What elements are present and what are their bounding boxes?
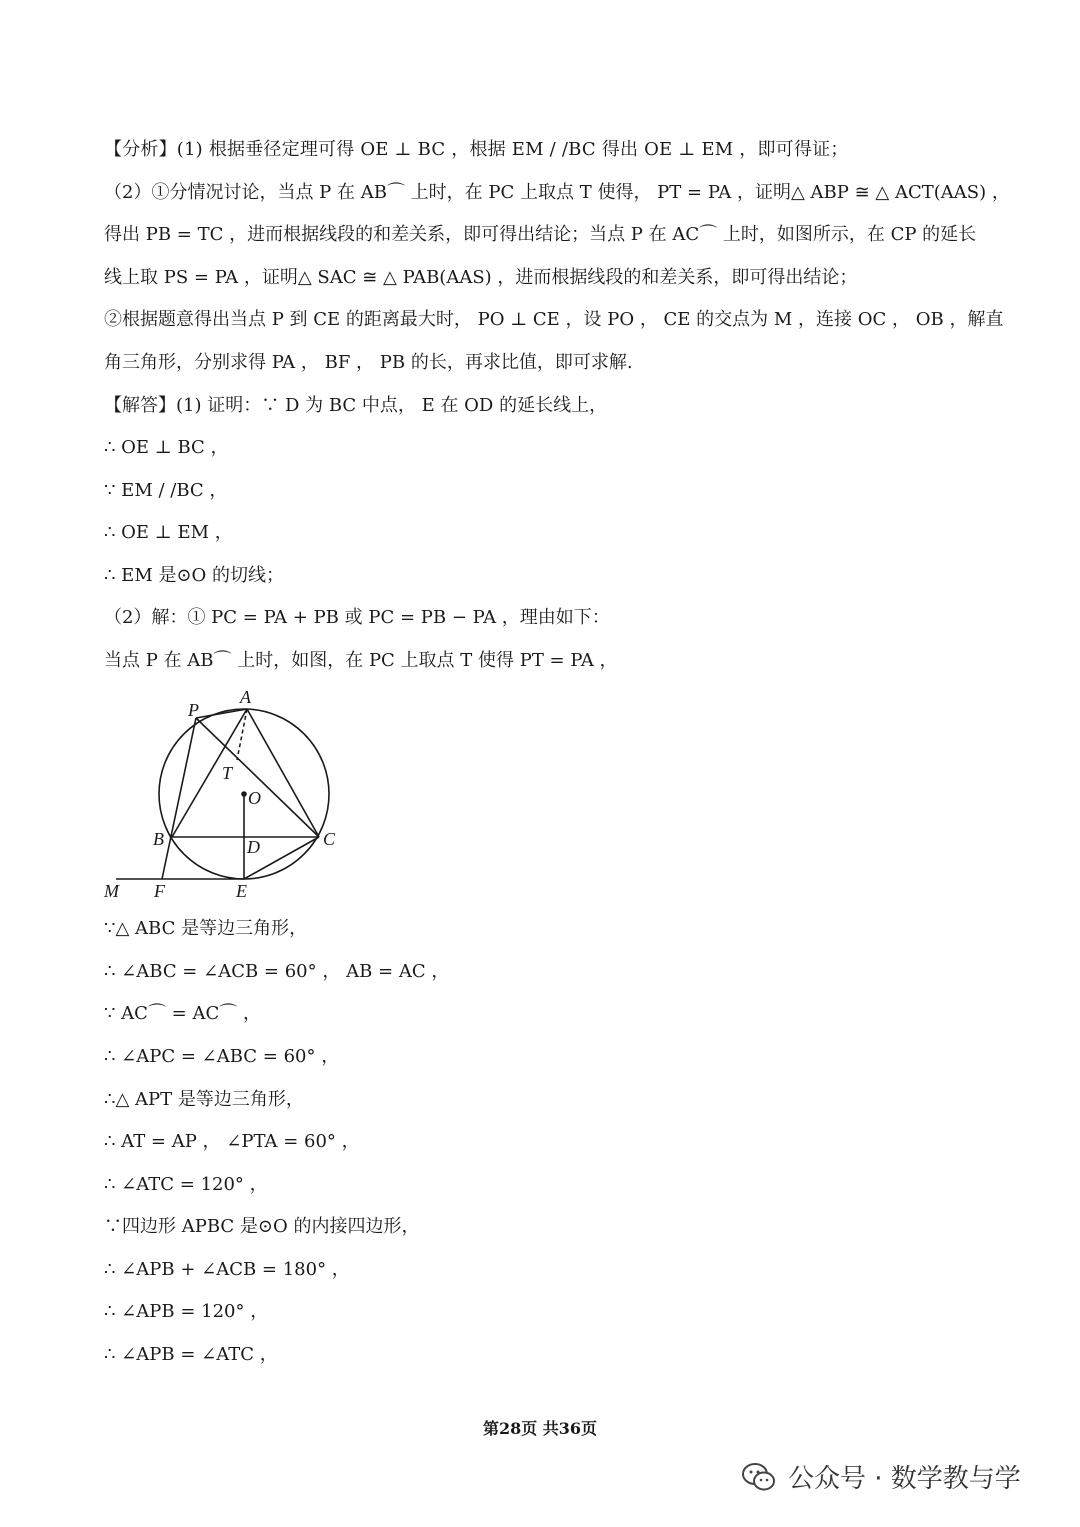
solution-line-4: ∴ OE ⊥ EM ，: [104, 522, 233, 543]
solution-line-15: ∵四边形 APBC 是⊙O 的内接四边形，: [104, 1216, 420, 1237]
solution-line-5: ∴ EM 是⊙O 的切线；: [104, 565, 285, 586]
solution-line-6: （2）解：① PC = PA + PB 或 PC = PB − PA ，理由如下：: [104, 607, 610, 628]
analysis-line-4: 线上取 PS = PA ，证明△ SAC ≅ △ PAB(AAS) ，进而根据线段的和差关系，即可得出结论；: [104, 267, 858, 288]
label-m: M: [104, 881, 119, 901]
segment-ac: [247, 709, 319, 837]
solution-line-12: ∴△ APT 是等边三角形，: [104, 1089, 304, 1110]
solution-line-9: ∴ ∠ABC = ∠ACB = 60° ， AB = AC ，: [104, 961, 450, 982]
segment-pc: [196, 718, 319, 837]
solution-line-18: ∴ ∠APB = ∠ATC ，: [104, 1344, 278, 1365]
geometry-figure: [98, 684, 358, 904]
analysis-line-2: （2）①分情况讨论，当点 P 在 AB⌒ 上时，在 PC 上取点 T 使得， PT = PA ，证明△ ABP ≅ △ ACT(AAS) ，: [104, 182, 1010, 203]
label-e: E: [236, 881, 247, 901]
solution-line-16: ∴ ∠APB + ∠ACB = 180° ，: [104, 1259, 350, 1280]
label-o: O: [248, 788, 261, 808]
label-p: P: [188, 700, 199, 720]
segment-ab: [172, 709, 247, 837]
center-dot: [241, 791, 247, 797]
watermark-text: 公众号 · 数学教与学: [788, 1464, 1021, 1494]
segment-pa: [196, 709, 247, 718]
label-d: D: [247, 837, 260, 857]
solution-line-17: ∴ ∠APB = 120° ，: [104, 1301, 269, 1322]
wechat-icon: [742, 1462, 776, 1492]
label-t: T: [222, 763, 233, 783]
solution-line-14: ∴ ∠ATC = 120° ，: [104, 1174, 268, 1195]
segment-pf: [162, 718, 196, 879]
solution-line-13: ∴ AT = AP ， ∠PTA = 60° ，: [104, 1131, 360, 1152]
label-c: C: [323, 829, 336, 849]
solution-line-3: ∵ EM / /BC ，: [104, 480, 228, 501]
analysis-line-1: 【分析】(1) 根据垂径定理可得 OE ⊥ BC ，根据 EM / /BC 得出 OE ⊥ EM ，即可得证；: [104, 139, 849, 160]
label-a: A: [240, 687, 251, 707]
analysis-line-6: 角三角形，分别求得 PA ， BF ， PB 的长，再求比值，即可求解.: [104, 352, 633, 373]
watermark: [742, 1458, 1021, 1495]
solution-line-11: ∴ ∠APC = ∠ABC = 60° ，: [104, 1046, 340, 1067]
page-number: 第28页 共36页: [482, 1419, 598, 1438]
solution-line-2: ∴ OE ⊥ BC ，: [104, 437, 229, 458]
solution-line-1: 【解答】(1) 证明：∵ D 为 BC 中点， E 在 OD 的延长线上，: [104, 395, 608, 416]
analysis-line-3: 得出 PB = TC ，进而根据线段的和差关系，即可得出结论；当点 P 在 AC⌒ 上时，如图所示，在 CP 的延长: [104, 224, 977, 245]
label-f: F: [154, 881, 165, 901]
solution-line-8: ∵△ ABC 是等边三角形，: [104, 918, 308, 939]
analysis-line-5: ②根据题意得出当点 P 到 CE 的距离最大时， PO ⊥ CE ，设 PO ， CE 的交点为 M ，连接 OC ， OB ，解直: [104, 309, 1004, 330]
label-b: B: [153, 829, 164, 849]
solution-line-7: 当点 P 在 AB⌒ 上时，如图，在 PC 上取点 T 使得 PT = PA ，: [104, 650, 618, 671]
solution-line-10: ∵ AC⌒ = AC⌒ ，: [104, 1003, 261, 1024]
